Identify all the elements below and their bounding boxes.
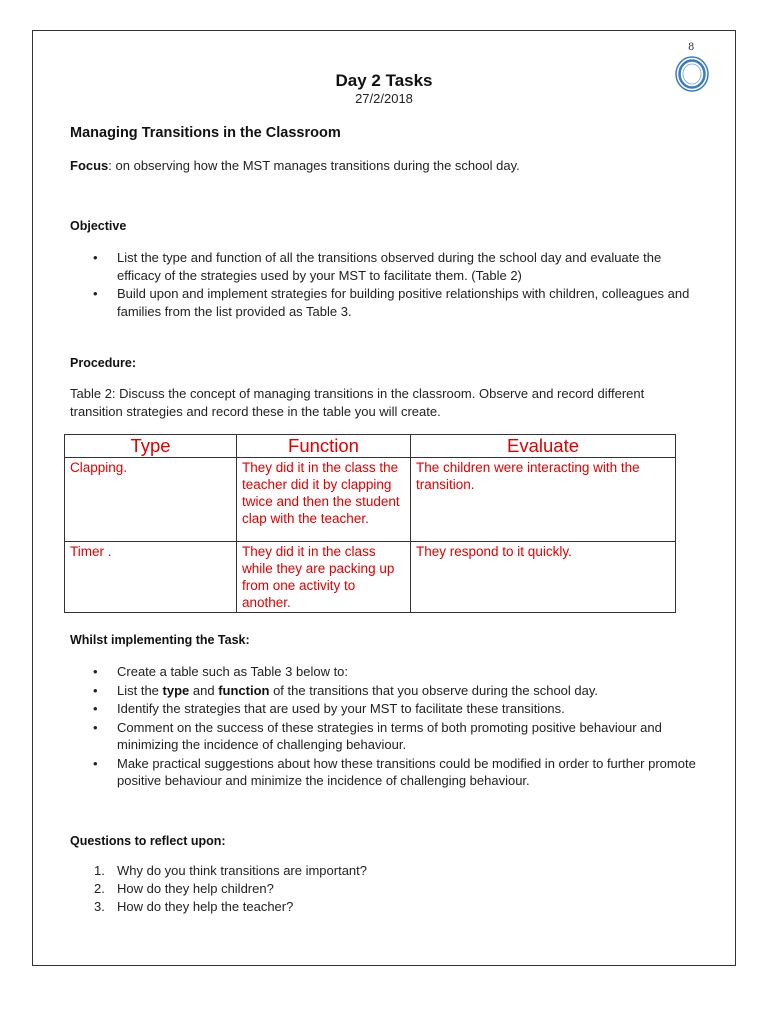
list-item: • Identify the strategies that are used by your MST to facilitate these transitions. bbox=[70, 700, 700, 718]
focus-line bbox=[70, 157, 520, 175]
focus-label: Focus bbox=[70, 158, 109, 173]
focus-text: : on observing how the MST manages transitions during the school day. bbox=[108, 158, 520, 173]
questions-list bbox=[70, 862, 700, 916]
cell-type: Timer . bbox=[65, 542, 237, 613]
emphasis-type: type bbox=[162, 682, 190, 698]
table-row bbox=[65, 542, 676, 613]
page-date: 27/2/2018 bbox=[355, 91, 413, 106]
procedure-text: Table 2: Discuss the concept of managing transitions in the classroom. Observe and record different transition strategies and record these in the table you will create. bbox=[70, 386, 645, 419]
cell-evaluate: They respond to it quickly. bbox=[411, 542, 676, 613]
list-item: • Build upon and implement strategies for building positive relationships with children, colleagues and families from the list provided as Table 3. bbox=[70, 285, 700, 320]
section-title: Managing Transitions in the Classroom bbox=[70, 125, 341, 141]
cell-function: They did it in the class while they are packing up from one activity to another. bbox=[237, 542, 411, 613]
whilst-list bbox=[70, 663, 700, 791]
list-number: 1. bbox=[94, 863, 105, 878]
list-item-text: How do they help children? bbox=[117, 881, 274, 896]
table-row bbox=[65, 458, 676, 542]
page-title: Day 2 Tasks bbox=[335, 71, 433, 90]
table-header-row bbox=[65, 435, 676, 458]
cell-evaluate: The children were interacting with the transition. bbox=[411, 458, 676, 542]
list-item bbox=[70, 898, 700, 916]
list-item-text: and bbox=[189, 682, 219, 698]
list-item bbox=[70, 862, 700, 880]
header-function: Function bbox=[237, 435, 411, 458]
whilst-heading: Whilst implementing the Task: bbox=[70, 633, 250, 647]
list-item: • List the type and function of all the transitions observed during the school day and evaluate the efficacy of the strategies used by your MST to facilitate them. (Table 2) bbox=[70, 249, 700, 284]
procedure-heading: Procedure: bbox=[70, 356, 136, 370]
page-number: 8 bbox=[688, 42, 695, 53]
objective-list bbox=[70, 249, 700, 321]
list-item bbox=[70, 682, 700, 700]
list-number: 3. bbox=[94, 899, 105, 914]
list-item: • Comment on the success of these strategies in terms of both promoting positive behaviour and minimizing the incidence of challenging behaviour. bbox=[70, 719, 700, 754]
header-evaluate: Evaluate bbox=[411, 435, 676, 458]
list-item: • Create a table such as Table 3 below to: bbox=[70, 663, 700, 681]
emphasis-function: function bbox=[218, 682, 270, 698]
list-item: • Make practical suggestions about how these transitions could be modified in order to further promote positive behaviour and minimize the incidence of challenging behaviour. bbox=[70, 755, 700, 790]
cell-function: They did it in the class the teacher did it by clapping twice and then the student clap with the teacher. bbox=[237, 458, 411, 542]
list-item-text: of the transitions that you observe during the school day. bbox=[269, 682, 599, 698]
list-number: 2. bbox=[94, 881, 105, 896]
objective-heading: Objective bbox=[70, 219, 127, 233]
questions-heading: Questions to reflect upon: bbox=[70, 834, 226, 848]
list-item-text: How do they help the teacher? bbox=[117, 899, 294, 914]
list-item-text: List the bbox=[117, 682, 163, 698]
list-item-text: Why do you think transitions are important? bbox=[117, 863, 368, 878]
transition-table bbox=[64, 434, 676, 613]
list-item bbox=[70, 880, 700, 898]
header-type: Type bbox=[65, 435, 237, 458]
cell-type: Clapping. bbox=[65, 458, 237, 542]
